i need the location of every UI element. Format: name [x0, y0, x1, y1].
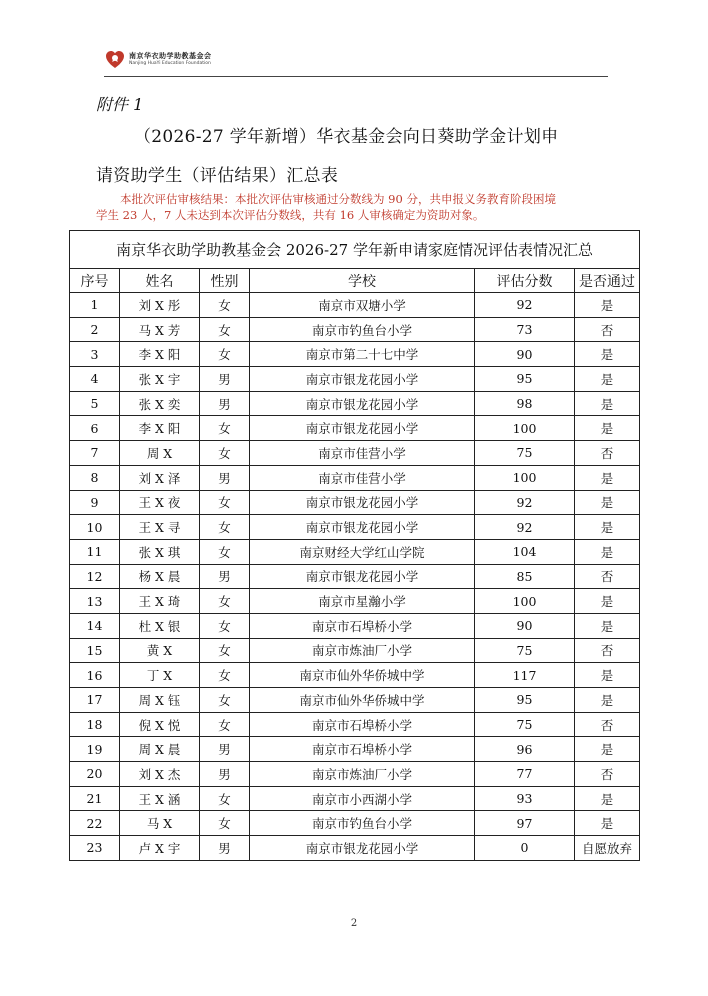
cell-index: 23	[70, 836, 120, 861]
table-row	[70, 564, 640, 589]
cell-score: 75	[475, 441, 575, 466]
cell-score: 0	[475, 836, 575, 861]
cell-index: 18	[70, 712, 120, 737]
page-number: 2	[350, 918, 358, 929]
cell-name: 王 X 琦	[120, 589, 200, 614]
cell-index: 3	[70, 342, 120, 367]
table-row	[70, 762, 640, 787]
cell-gender: 女	[200, 293, 250, 318]
cell-index: 21	[70, 786, 120, 811]
cell-score: 75	[475, 712, 575, 737]
notice-line1: 本批次评估审核结果：本批次评估审核通过分数线为 90 分，共申报义务教育阶段困境	[120, 192, 556, 206]
table-row	[70, 490, 640, 515]
cell-score: 85	[475, 564, 575, 589]
cell-gender: 男	[200, 465, 250, 490]
cell-gender: 女	[200, 490, 250, 515]
cell-gender: 男	[200, 737, 250, 762]
column-header-school: 学校	[250, 269, 475, 293]
table-row	[70, 317, 640, 342]
cell-passed: 是	[575, 539, 640, 564]
table-row	[70, 638, 640, 663]
table-row	[70, 663, 640, 688]
cell-name: 卢 X 宇	[120, 836, 200, 861]
cell-score: 92	[475, 490, 575, 515]
logo-name: 南京华衣助学助教基金会	[129, 52, 212, 60]
cell-school: 南京市第二十七中学	[250, 342, 475, 367]
column-header-gender: 性别	[200, 269, 250, 293]
table-row	[70, 688, 640, 713]
table-row	[70, 539, 640, 564]
cell-index: 13	[70, 589, 120, 614]
cell-gender: 女	[200, 663, 250, 688]
table-row	[70, 811, 640, 836]
document-title-line1: （2026-27 学年新增）华衣基金会向日葵助学金计划申	[134, 127, 559, 147]
cell-name: 周 X	[120, 441, 200, 466]
table-row	[70, 515, 640, 540]
cell-school: 南京市银龙花园小学	[250, 416, 475, 441]
cell-passed: 否	[575, 762, 640, 787]
cell-school: 南京市银龙花园小学	[250, 490, 475, 515]
cell-gender: 女	[200, 589, 250, 614]
cell-school: 南京市小西湖小学	[250, 786, 475, 811]
heart-logo-icon	[104, 49, 126, 71]
cell-school: 南京市炼油厂小学	[250, 638, 475, 663]
cell-gender: 女	[200, 786, 250, 811]
cell-school: 南京市银龙花园小学	[250, 367, 475, 392]
cell-school: 南京市双塘小学	[250, 293, 475, 318]
column-header-passed: 是否通过	[575, 269, 640, 293]
cell-index: 7	[70, 441, 120, 466]
cell-name: 张 X 宇	[120, 367, 200, 392]
cell-passed: 是	[575, 589, 640, 614]
cell-passed: 否	[575, 317, 640, 342]
cell-passed: 是	[575, 416, 640, 441]
cell-index: 2	[70, 317, 120, 342]
cell-passed: 是	[575, 342, 640, 367]
cell-score: 75	[475, 638, 575, 663]
cell-index: 14	[70, 613, 120, 638]
cell-gender: 女	[200, 712, 250, 737]
cell-gender: 女	[200, 416, 250, 441]
cell-score: 104	[475, 539, 575, 564]
cell-name: 倪 X 悦	[120, 712, 200, 737]
cell-passed: 是	[575, 515, 640, 540]
cell-school: 南京市炼油厂小学	[250, 762, 475, 787]
cell-index: 15	[70, 638, 120, 663]
cell-passed: 是	[575, 293, 640, 318]
cell-name: 马 X 芳	[120, 317, 200, 342]
cell-passed: 是	[575, 490, 640, 515]
cell-score: 95	[475, 688, 575, 713]
table-row	[70, 836, 640, 861]
page-header	[104, 47, 608, 77]
table-row	[70, 737, 640, 762]
cell-school: 南京市佳营小学	[250, 441, 475, 466]
table-row	[70, 342, 640, 367]
cell-gender: 女	[200, 811, 250, 836]
table-body	[70, 293, 640, 861]
table-row	[70, 712, 640, 737]
cell-index: 8	[70, 465, 120, 490]
cell-gender: 男	[200, 762, 250, 787]
cell-score: 90	[475, 342, 575, 367]
cell-school: 南京市钓鱼台小学	[250, 317, 475, 342]
table-row	[70, 465, 640, 490]
cell-index: 19	[70, 737, 120, 762]
cell-index: 16	[70, 663, 120, 688]
cell-name: 张 X 奕	[120, 391, 200, 416]
column-header-name: 姓名	[120, 269, 200, 293]
table-row	[70, 589, 640, 614]
table-header-row	[70, 269, 640, 293]
cell-index: 10	[70, 515, 120, 540]
cell-name: 马 X	[120, 811, 200, 836]
cell-name: 丁 X	[120, 663, 200, 688]
cell-passed: 是	[575, 811, 640, 836]
cell-passed: 自愿放弃	[575, 836, 640, 861]
cell-score: 100	[475, 416, 575, 441]
cell-score: 93	[475, 786, 575, 811]
cell-name: 杜 X 银	[120, 613, 200, 638]
cell-score: 97	[475, 811, 575, 836]
cell-passed: 是	[575, 663, 640, 688]
cell-score: 73	[475, 317, 575, 342]
cell-name: 王 X 寻	[120, 515, 200, 540]
cell-gender: 女	[200, 613, 250, 638]
cell-score: 95	[475, 367, 575, 392]
table-row	[70, 293, 640, 318]
cell-name: 李 X 阳	[120, 342, 200, 367]
table-row	[70, 391, 640, 416]
cell-school: 南京市银龙花园小学	[250, 391, 475, 416]
cell-passed: 否	[575, 564, 640, 589]
cell-score: 98	[475, 391, 575, 416]
cell-gender: 男	[200, 367, 250, 392]
cell-gender: 女	[200, 515, 250, 540]
cell-name: 刘 X 彤	[120, 293, 200, 318]
review-notice	[96, 191, 616, 223]
document-title-line2: 请资助学生（评估结果）汇总表	[96, 166, 339, 186]
cell-passed: 是	[575, 367, 640, 392]
cell-gender: 女	[200, 638, 250, 663]
cell-passed: 是	[575, 613, 640, 638]
cell-gender: 女	[200, 317, 250, 342]
cell-name: 刘 X 杰	[120, 762, 200, 787]
cell-score: 92	[475, 293, 575, 318]
cell-passed: 是	[575, 737, 640, 762]
cell-gender: 女	[200, 688, 250, 713]
cell-passed: 是	[575, 688, 640, 713]
cell-score: 77	[475, 762, 575, 787]
attachment-label: 附件 1	[96, 95, 144, 114]
logo-subtitle: Nanjing HuaYi Education Foundation	[129, 61, 211, 66]
cell-score: 92	[475, 515, 575, 540]
cell-school: 南京财经大学红山学院	[250, 539, 475, 564]
evaluation-table	[69, 230, 640, 861]
table-row	[70, 367, 640, 392]
cell-index: 6	[70, 416, 120, 441]
cell-gender: 女	[200, 441, 250, 466]
cell-passed: 否	[575, 712, 640, 737]
cell-gender: 女	[200, 342, 250, 367]
cell-name: 张 X 琪	[120, 539, 200, 564]
cell-school: 南京市银龙花园小学	[250, 515, 475, 540]
cell-school: 南京市银龙花园小学	[250, 564, 475, 589]
cell-name: 刘 X 泽	[120, 465, 200, 490]
cell-score: 90	[475, 613, 575, 638]
cell-school: 南京市石埠桥小学	[250, 613, 475, 638]
cell-passed: 是	[575, 786, 640, 811]
cell-passed: 否	[575, 441, 640, 466]
cell-passed: 否	[575, 638, 640, 663]
cell-index: 4	[70, 367, 120, 392]
cell-index: 20	[70, 762, 120, 787]
cell-name: 黄 X	[120, 638, 200, 663]
cell-gender: 男	[200, 564, 250, 589]
table-row	[70, 441, 640, 466]
table-row	[70, 416, 640, 441]
cell-school: 南京市钓鱼台小学	[250, 811, 475, 836]
cell-score: 117	[475, 663, 575, 688]
cell-name: 王 X 夜	[120, 490, 200, 515]
cell-index: 11	[70, 539, 120, 564]
cell-gender: 男	[200, 391, 250, 416]
column-header-score: 评估分数	[475, 269, 575, 293]
column-header-index: 序号	[70, 269, 120, 293]
cell-school: 南京市石埠桥小学	[250, 712, 475, 737]
cell-passed: 是	[575, 391, 640, 416]
cell-index: 22	[70, 811, 120, 836]
cell-school: 南京市银龙花园小学	[250, 836, 475, 861]
cell-score: 100	[475, 465, 575, 490]
cell-gender: 男	[200, 836, 250, 861]
cell-name: 李 X 阳	[120, 416, 200, 441]
cell-name: 王 X 涵	[120, 786, 200, 811]
cell-score: 96	[475, 737, 575, 762]
cell-name: 杨 X 晨	[120, 564, 200, 589]
cell-passed: 是	[575, 465, 640, 490]
cell-index: 9	[70, 490, 120, 515]
cell-school: 南京市佳营小学	[250, 465, 475, 490]
cell-index: 5	[70, 391, 120, 416]
cell-index: 17	[70, 688, 120, 713]
cell-name: 周 X 晨	[120, 737, 200, 762]
table-row	[70, 613, 640, 638]
cell-school: 南京市石埠桥小学	[250, 737, 475, 762]
table-row	[70, 786, 640, 811]
cell-name: 周 X 钰	[120, 688, 200, 713]
cell-school: 南京市仙外华侨城中学	[250, 663, 475, 688]
notice-line2: 学生 23 人，7 人未达到本次评估分数线，共有 16 人审核确定为资助对象。	[96, 208, 485, 222]
cell-index: 12	[70, 564, 120, 589]
cell-school: 南京市星瀚小学	[250, 589, 475, 614]
table-caption: 南京华衣助学助教基金会 2026-27 学年新申请家庭情况评估表情况汇总	[70, 231, 640, 269]
cell-index: 1	[70, 293, 120, 318]
cell-gender: 女	[200, 539, 250, 564]
cell-score: 100	[475, 589, 575, 614]
cell-school: 南京市仙外华侨城中学	[250, 688, 475, 713]
